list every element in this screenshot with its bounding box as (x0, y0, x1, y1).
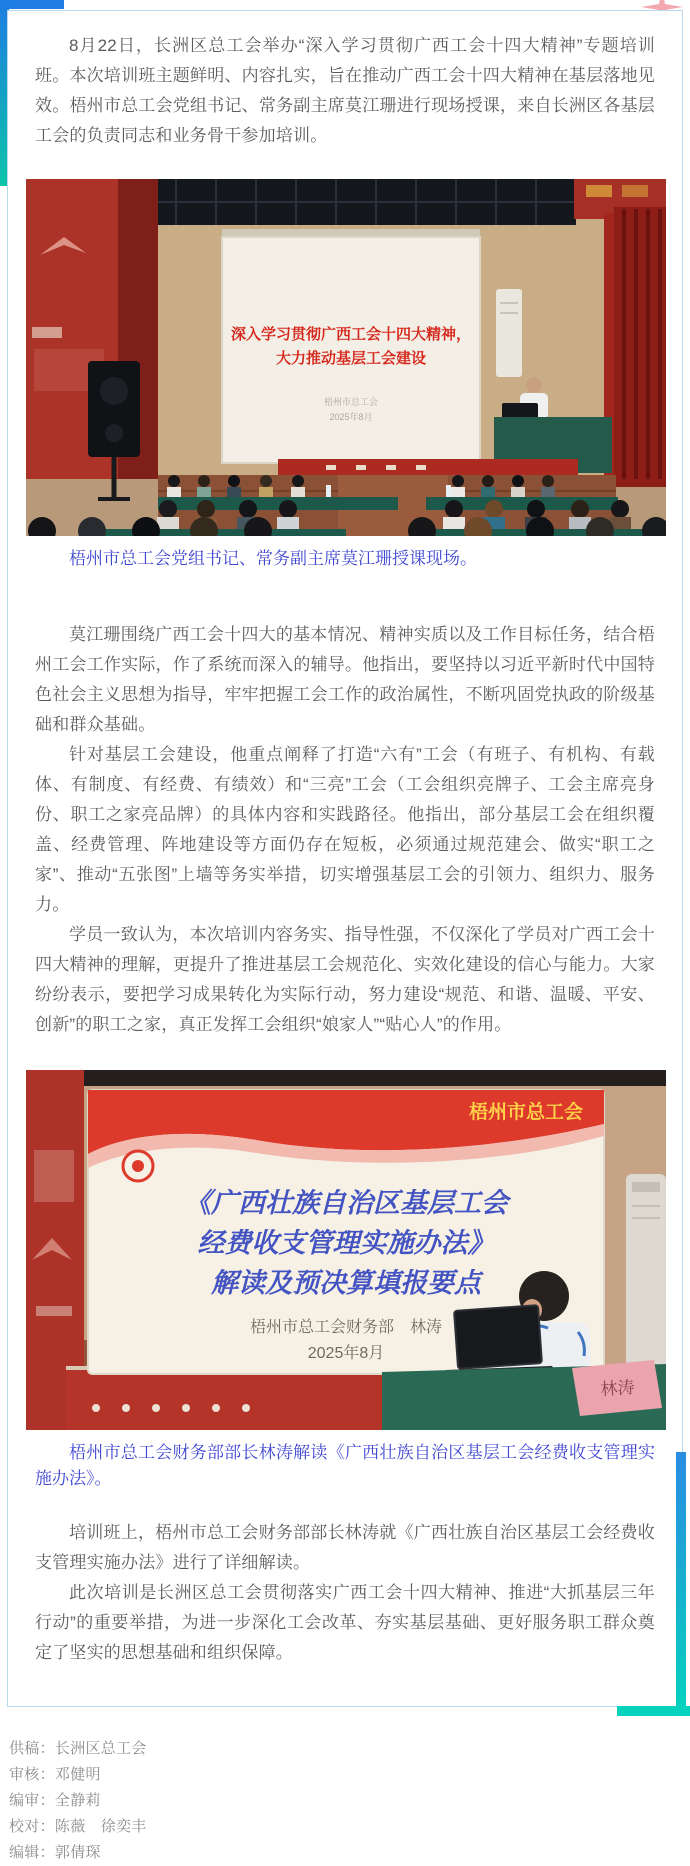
photo-caption: 梧州市总工会党组书记、常务副主席莫江珊授课现场。 (69, 549, 477, 568)
name-card (572, 1360, 662, 1416)
article-paragraph: 8月22日，长洲区总工会举办“深入学习贯彻广西工会十四大精神”专题培训班。本次培训班主题鲜明、内容扎实，旨在推动广西工会十四大精神在基层落地见效。梧州市总工会党组书记、常务副主席莫江珊进行现场授课，来自长洲区各基层工会的负责同志和业务骨干参加培训。 (35, 36, 655, 145)
article-card (7, 10, 683, 1707)
red-curtain (604, 207, 666, 487)
credit-line-editor-in-chief: 编审：全静莉 (9, 1792, 101, 1809)
article-paragraph: 针对基层工会建设，他重点阐释了打造“六有”工会（有班子、有机构、有载体、有制度、有经费、有绩效）和“三亮”工会（工会组织亮牌子、工会主席亮身份、职工之家亮品牌）的具体内容和实践路径。他指出，部分基层工会在组织覆盖、经费管理、阵地建设等方面仍存在短板，必须通过规范建会、做实“职工之家”、推动“五张图”上墙等务实举措，切实增强基层工会的引领力、组织力、服务力。 (35, 745, 655, 914)
air-purifier (626, 1174, 666, 1374)
slide-org: 梧州市总工会 (323, 397, 379, 407)
article-paragraph: 此次培训是长洲区总工会贯彻落实广西工会十四大精神、推进“大抓基层三年行动”的重要举措，为进一步深化工会改革、夯实基层基础、更好服务职工群众奠定了坚实的思想基础和组织保障。 (35, 1583, 655, 1662)
credit-line-proofreader: 校对：陈薇 徐奕丰 (9, 1818, 147, 1835)
photo-caption: 梧州市总工会财务部部长林涛解读《广西壮族自治区基层工会经费收支管理实施办法》。 (35, 1443, 655, 1488)
article-paragraph: 学员一致认为，本次培训内容务实、指导性强，不仅深化了学员对广西工会十四大精神的理解，更提升了推进基层工会规范化、实效化建设的信心与能力。大家纷纷表示，要把学习成果转化为实际行动，努力建设“规范、和谐、温暖、平安、创新”的职工之家，真正发挥工会组织“娘家人”“贴心人”的作用。 (35, 925, 655, 1034)
top-left-accent-horizontal (0, 0, 64, 9)
slide-title-line2: 经费收支管理实施办法》 (197, 1228, 495, 1259)
credit-line-reviewer: 审核：邓健明 (9, 1766, 101, 1783)
article-paragraph: 培训班上，梧州市总工会财务部部长林涛就《广西壮族自治区基层工会经费收支管理实施办法》进行了详细解读。 (35, 1523, 655, 1572)
photo-training-session[interactable] (26, 179, 664, 536)
bottom-right-accent-vertical (676, 1452, 686, 1714)
credits-footer (9, 1736, 147, 1866)
air-conditioner (496, 289, 522, 377)
slide-title-line1: 深入学习贯彻广西工会十四大精神， (230, 326, 472, 343)
stage-front (278, 459, 578, 475)
photo-finance-lecture[interactable] (26, 1070, 664, 1430)
slide-title-line3: 解读及预决算填报要点 (211, 1268, 481, 1299)
slide-date: 2025年8月 (329, 412, 373, 422)
training-room-illustration (26, 179, 666, 536)
projection-screen (222, 229, 480, 463)
slide-title-line2: 大力推动基层工会建设 (275, 350, 427, 367)
slide-title-line1: 《广西壮族自治区基层工会 (184, 1188, 508, 1219)
slide-banner: 梧州市总工会 (468, 1102, 584, 1123)
finance-lecture-illustration (26, 1070, 666, 1430)
credit-line-contributor: 供稿：长洲区总工会 (9, 1740, 147, 1757)
credit-line-editor: 编辑：郭倩琛 (9, 1844, 101, 1861)
ceiling-grid (106, 179, 576, 225)
slide-presenter: 梧州市总工会财务部 林涛 (249, 1319, 443, 1336)
name-card-text: 林涛 (599, 1377, 636, 1400)
ceiling-edge (26, 1070, 666, 1086)
article-paragraph: 莫江珊围绕广西工会十四大的基本情况、精神实质以及工作目标任务，结合梧州工会工作实际，作了系统而深入的辅导。他指出，要坚持以习近平新时代中国特色社会主义思想为指导，牢牢把握工会工作的政治属性，不断巩固党执政的阶级基础和群众基础。 (35, 625, 655, 734)
bottom-right-accent-horizontal (617, 1706, 690, 1716)
slide-date: 2025年8月 (307, 1345, 385, 1362)
